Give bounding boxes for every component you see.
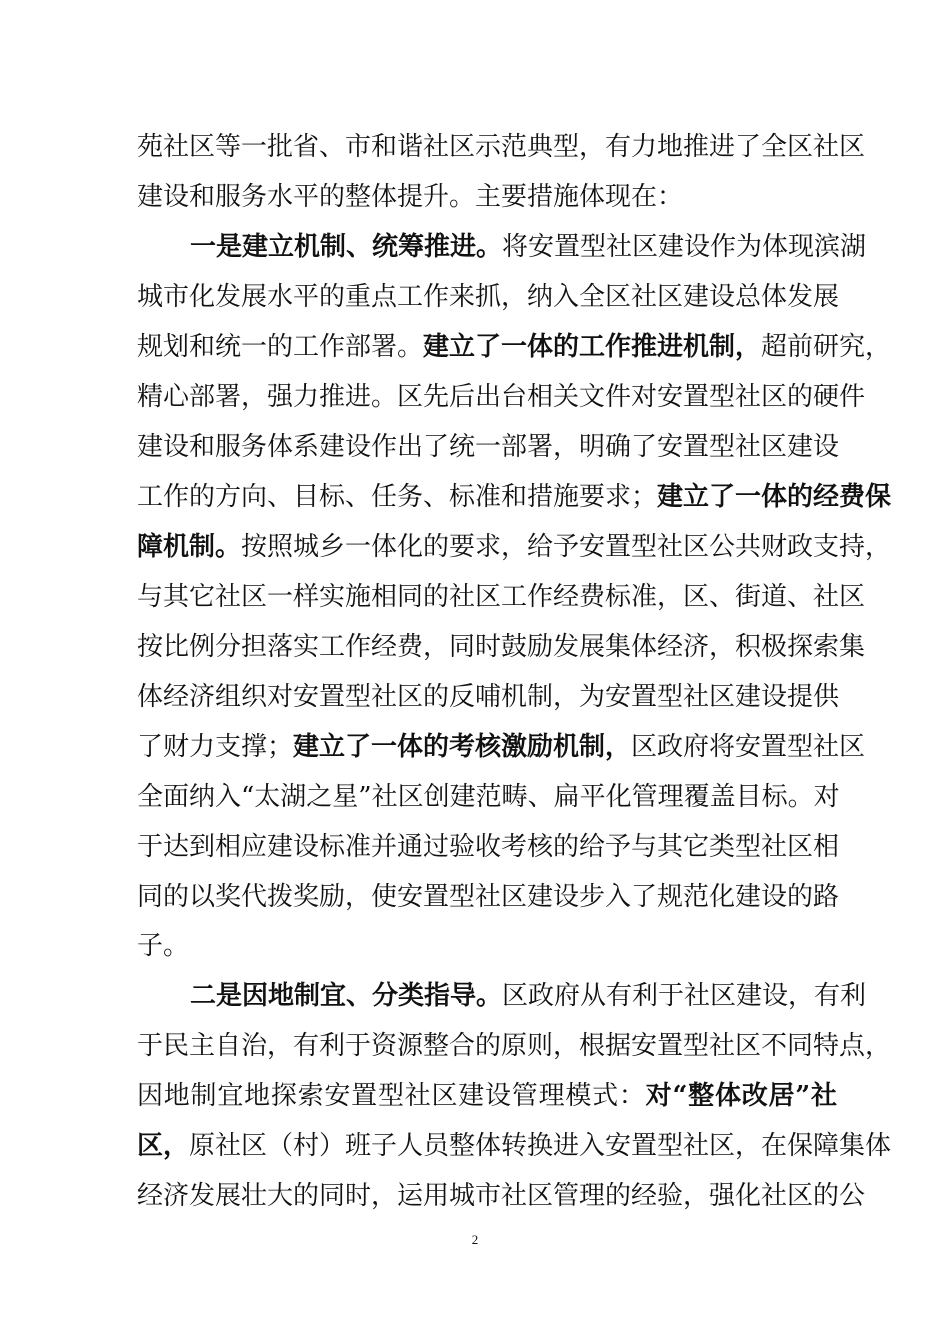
text-line — [137, 580, 866, 614]
text-segment: 苑社区等一批省、市和谐社区示范典型，有力地推进了全区社区 — [137, 132, 866, 162]
bold-text: 建立了一体的经费保 — [657, 482, 892, 512]
text-line — [137, 1029, 892, 1063]
text-segment: 经济发展壮大的同时，运用城市社区管理的经验，强化社区的公 — [137, 1181, 866, 1211]
text-line — [137, 630, 866, 664]
bold-text: 障机制。 — [137, 532, 242, 562]
text-line — [137, 1129, 892, 1163]
text-segment: 规划和统一的工作部署。 — [137, 332, 424, 362]
text-segment: 工作的方向、目标、任务、标准和措施要求； — [137, 482, 658, 512]
text-line — [137, 880, 840, 914]
text-segment: 区政府从有利于社区建设，有利 — [502, 981, 867, 1011]
text-line — [137, 330, 892, 364]
text-line — [137, 929, 837, 963]
text-line — [137, 830, 840, 864]
text-line — [137, 430, 840, 464]
text-segment: 将安置型社区建设作为体现滨湖 — [502, 232, 867, 262]
text-line — [137, 130, 866, 164]
text-line — [190, 230, 867, 264]
text-segment: 按比例分担落实工作经费，同时鼓励发展集体经济，积极探索集 — [137, 632, 866, 662]
bold-text: 建立了一体的工作推进机制， — [423, 332, 762, 362]
text-segment: 同的以奖代拨奖励，使安置型社区建设步入了规范化建设的路 — [137, 882, 840, 912]
text-line — [137, 680, 840, 714]
text-segment: 城市化发展水平的重点工作来抓，纳入全区社区建设总体发展 — [137, 282, 840, 312]
text-segment: 与其它社区一样实施相同的社区工作经费标准，区、街道、社区 — [137, 582, 866, 612]
text-line — [137, 1179, 866, 1213]
text-segment: 按照城乡一体化的要求，给予安置型社区公共财政支持， — [241, 532, 892, 562]
bold-text: 建立了一体的考核激励机制， — [293, 732, 632, 762]
text-segment: 子。 — [137, 931, 190, 961]
text-line — [137, 180, 837, 214]
bold-text: 区， — [137, 1131, 190, 1161]
text-line — [137, 780, 840, 814]
text-segment: 精心部署，强力推进。区先后出台相关文件对安置型社区的硬件 — [137, 382, 866, 412]
text-segment: 建设和服务水平的整体提升。主要措施体现在： — [137, 182, 684, 212]
text-segment: 建设和服务体系建设作出了统一部署，明确了安置型社区建设 — [137, 432, 840, 462]
text-line — [190, 979, 867, 1013]
text-segment: 了财力支撑； — [137, 732, 294, 762]
text-segment: 超前研究， — [761, 332, 892, 362]
bold-text: 对“整体改居”社 — [645, 1081, 837, 1111]
text-line — [137, 1079, 837, 1113]
text-segment: 因地制宜地探索安置型社区建设管理模式： — [137, 1081, 646, 1111]
text-line — [137, 730, 866, 764]
text-segment: 于达到相应建设标准并通过验收考核的给予与其它类型社区相 — [137, 832, 840, 862]
bold-text: 一是建立机制、统筹推进。 — [190, 232, 503, 262]
text-line — [137, 380, 866, 414]
page-number: 2 — [471, 1232, 479, 1247]
text-line — [137, 280, 840, 314]
text-segment: 原社区（村）班子人员整体转换进入安置型社区，在保障集体 — [189, 1131, 892, 1161]
bold-text: 二是因地制宜、分类指导。 — [190, 981, 503, 1011]
text-segment: 于民主自治，有利于资源整合的原则，根据安置型社区不同特点， — [137, 1031, 892, 1061]
text-line — [137, 480, 892, 514]
text-line — [137, 530, 892, 564]
text-segment: 全面纳入“太湖之星”社区创建范畴、扁平化管理覆盖目标。对 — [137, 782, 840, 812]
text-segment: 区政府将安置型社区 — [631, 732, 866, 762]
text-segment: 体经济组织对安置型社区的反哺机制，为安置型社区建设提供 — [137, 682, 840, 712]
